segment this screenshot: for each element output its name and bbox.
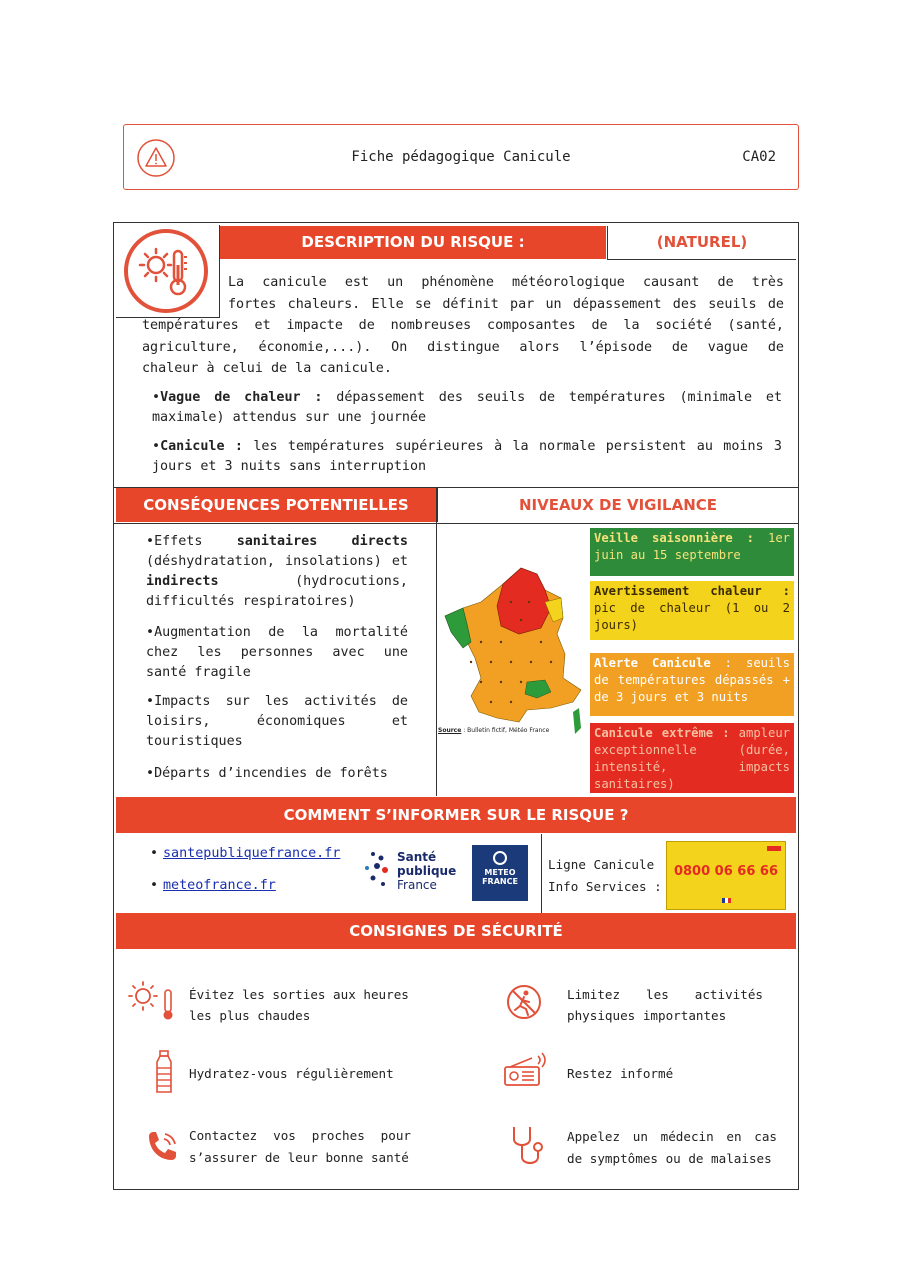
sante-publique-dots-icon xyxy=(363,850,395,892)
divider xyxy=(113,523,798,524)
vigilance-level-avertissement: Avertissement chaleur : pic de chaleur (1 ou 2 jours) xyxy=(590,581,794,640)
security-item-text: Restez informé xyxy=(567,1066,674,1081)
link-bullet: • xyxy=(150,878,159,893)
security-item-text: s’assurer de leur bonne santé xyxy=(189,1150,409,1165)
divider xyxy=(541,834,542,913)
bullet-text: dépassement des seuils de températures (minimale et maximale) attendus sur une journée xyxy=(152,390,783,425)
hotline-number: 0800 06 66 66 xyxy=(673,864,779,879)
bullet-canicule: •Canicule : les températures supérieures à la normale persistent au moins 3 jours et 3 nuits sans interruption xyxy=(152,439,782,474)
vigilance-heading: NIVEAUX DE VIGILANCE xyxy=(437,488,798,522)
stethoscope-icon xyxy=(510,1125,546,1169)
consequence-item: •Départs d’incendies de forêts xyxy=(146,766,388,781)
security-item-text: de symptômes ou de malaises xyxy=(567,1151,772,1166)
document-title: Fiche pédagogique Canicule xyxy=(351,149,571,165)
security-item-text: physiques importantes xyxy=(567,1008,727,1023)
document-header xyxy=(123,124,799,190)
sun-heat-icon xyxy=(127,980,179,1022)
security-item-text: Appelez un médecin en cas xyxy=(567,1129,777,1144)
security-heading: CONSIGNES DE SÉCURITÉ xyxy=(116,913,796,949)
risk-category: (NATUREL) xyxy=(607,226,796,260)
bullet-text: les températures supérieures à la normale persistent au moins 3 jours et 3 nuits sans interruption xyxy=(152,439,782,474)
security-item-text: Limitez les activités xyxy=(567,987,763,1002)
consequence-item: •Effets sanitaires directs (déshydratation, insolations) et indirects (hydrocutions, difficultés respiratoires) xyxy=(146,534,408,609)
consequences-heading: CONSÉQUENCES POTENTIELLES xyxy=(116,488,436,522)
bullet-term: Canicule : xyxy=(160,439,243,454)
description-line: chaleur à celui de la canicule. xyxy=(142,361,392,377)
hotline-label: Ligne Canicule Info Services : xyxy=(548,857,662,894)
description-line: températures et impacte de nombreuses composantes de la société (santé, xyxy=(142,318,784,334)
bullet-term: Vague de chaleur : xyxy=(160,390,323,405)
link-meteofrance[interactable]: meteofrance.fr xyxy=(163,878,276,893)
france-vigilance-map xyxy=(441,562,589,742)
description-line: fortes chaleurs. Elle se définit par un dépassement des seuils de xyxy=(228,296,784,312)
document-code: CA02 xyxy=(742,149,776,165)
vigilance-level-extreme: Canicule extrême : ampleur exceptionnelle (durée, intensité, impacts sanitaires) xyxy=(590,723,794,793)
link-bullet: • xyxy=(150,846,159,861)
security-item-text: Hydratez-vous régulièrement xyxy=(189,1066,394,1081)
vigilance-level-veille: Veille saisonnière : 1er juin au 15 septembre xyxy=(590,528,794,576)
sante-publique-logo: Santé publique France xyxy=(363,850,395,896)
consequence-item: •Impacts sur les activités de loisirs, économiques et touristiques xyxy=(146,694,408,749)
consequence-item: •Augmentation de la mortalité chez les personnes avec une santé fragile xyxy=(146,625,408,680)
security-item-text: Évitez les sorties aux heures les plus chaudes xyxy=(189,987,409,1023)
phone-icon xyxy=(145,1130,177,1164)
vigilance-level-alerte: Alerte Canicule : seuils de températures dépassés + de 3 jours et 3 nuits xyxy=(590,653,794,716)
description-text xyxy=(142,272,784,380)
no-physical-activity-icon xyxy=(502,982,546,1022)
info-heading: COMMENT S’INFORMER SUR LE RISQUE ? xyxy=(116,797,796,833)
description-heading: DESCRIPTION DU RISQUE : xyxy=(220,226,606,259)
meteo-france-icon xyxy=(493,851,507,865)
description-line: agriculture, économie,...). On distingue alors l’épisode de vague de xyxy=(142,339,784,355)
map-source: Source : Bulletin fictif, Météo France xyxy=(438,727,550,734)
description-line: La canicule est un phénomène météorologique causant de très xyxy=(228,275,784,290)
hotline-badge xyxy=(666,841,786,910)
divider xyxy=(436,488,437,796)
radio-icon xyxy=(502,1050,550,1090)
security-item-text: Contactez vos proches pour xyxy=(189,1128,411,1143)
bullet-vague: •Vague de chaleur : dépassement des seuils de températures (minimale et maximale) attendus sur une journée xyxy=(152,390,783,425)
meteo-france-logo: METEO FRANCE xyxy=(472,845,528,901)
water-bottle-icon xyxy=(152,1050,176,1094)
link-santepubliquefrance[interactable]: santepubliquefrance.fr xyxy=(163,846,341,861)
